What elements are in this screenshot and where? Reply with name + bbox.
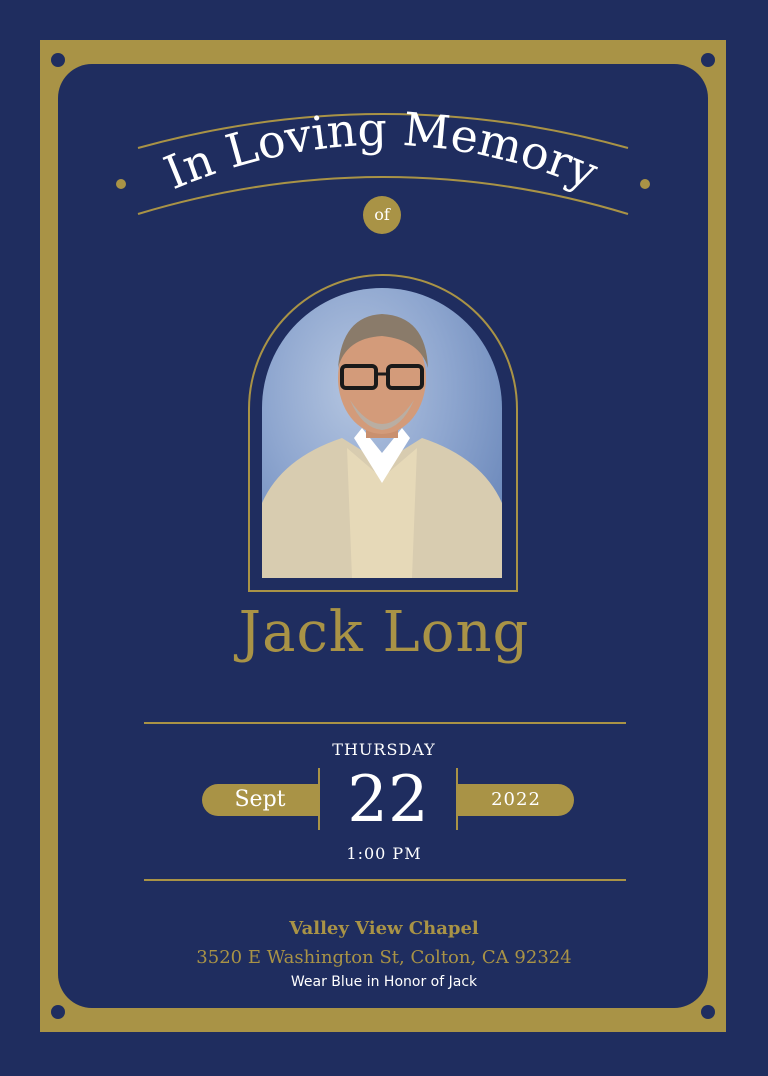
- of-badge: of: [363, 196, 401, 234]
- dress-note: Wear Blue in Honor of Jack: [290, 974, 478, 990]
- service-time: 1:00 PM: [346, 844, 422, 863]
- month-pill: Sept: [202, 784, 318, 816]
- corner-dot-bottom-left: [51, 1005, 65, 1019]
- divider-bottom: [144, 879, 626, 881]
- day-number: 22: [347, 763, 429, 837]
- venue-address: 3520 E Washington St, Colton, CA 92324: [196, 947, 572, 968]
- left-ornament-dot: [116, 179, 126, 189]
- date-divider-left: [318, 768, 320, 830]
- right-ornament-dot: [640, 179, 650, 189]
- year-pill: 2022: [458, 784, 574, 816]
- deceased-name: Jack Long: [238, 600, 530, 665]
- portrait-photo: [262, 288, 502, 578]
- day-of-week: THURSDAY: [332, 740, 436, 759]
- title-textpath: In Loving Memory: [156, 101, 606, 200]
- title-text: [157, 102, 606, 200]
- corner-dot-bottom-right: [701, 1005, 715, 1019]
- venue-name: Valley View Chapel: [289, 918, 479, 939]
- divider-top: [144, 722, 626, 724]
- portrait-illustration: [262, 288, 502, 578]
